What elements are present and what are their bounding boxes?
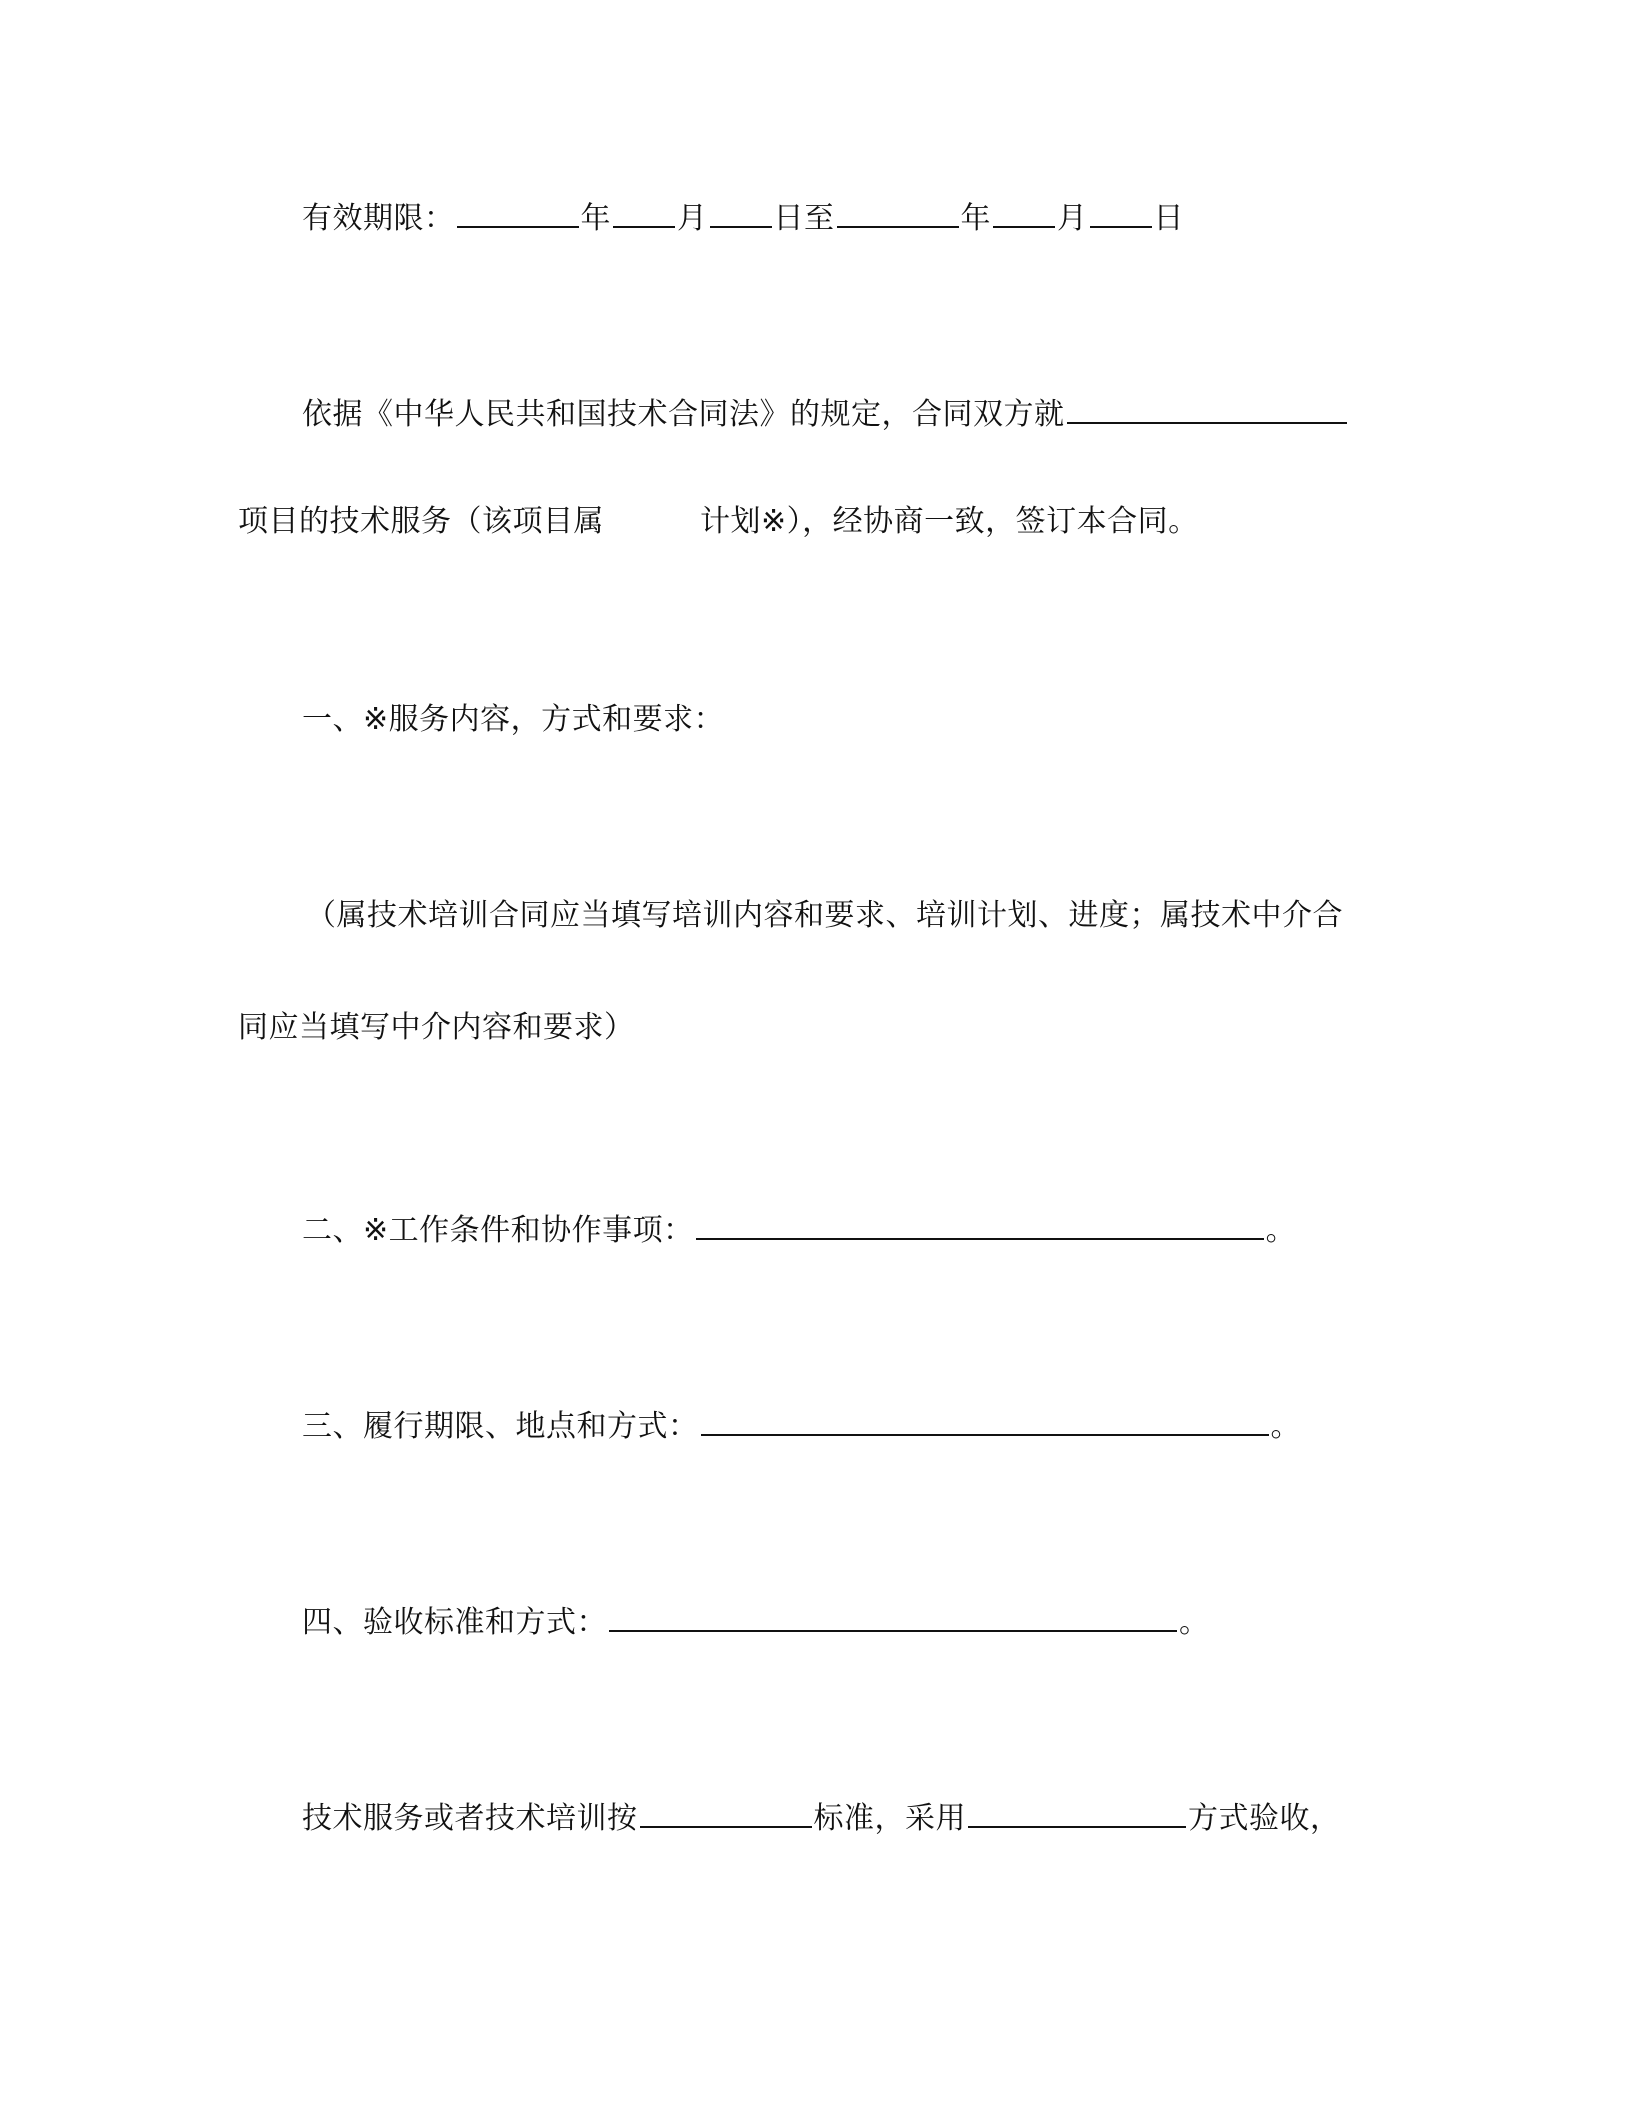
work-conditions-blank[interactable] (696, 1206, 1264, 1240)
section4-title-text: 四、验收标准和方式： (302, 1605, 607, 1640)
section2-title-text: 二、※工作条件和协作事项： (302, 1213, 694, 1248)
end-year-blank[interactable] (837, 194, 959, 228)
validity-line (302, 194, 1184, 239)
start-month-blank[interactable] (613, 194, 675, 228)
acceptance-line (302, 1794, 1341, 1839)
end-day-blank[interactable] (1090, 194, 1152, 228)
section1-title (302, 700, 724, 740)
start-month-unit: 月 (677, 201, 708, 236)
start-year-blank[interactable] (457, 194, 579, 228)
validity-label: 有效期限： (302, 201, 455, 236)
end-month-unit: 月 (1057, 201, 1088, 236)
start-day-unit: 日至 (773, 201, 835, 236)
acceptance-standard-blank[interactable] (609, 1598, 1177, 1632)
section3-title-text: 三、履行期限、地点和方式： (302, 1409, 699, 1444)
section3-line (302, 1402, 1301, 1447)
section3-end: 。 (1270, 1409, 1301, 1444)
section2-end: 。 (1265, 1213, 1297, 1248)
start-year-unit: 年 (580, 201, 611, 236)
basis-text-1: 依据《中华人民共和国技术合同法》的规定，合同双方就 (302, 397, 1065, 432)
acceptance-text-2: 标准，采用 (813, 1801, 966, 1836)
basis-line-2 (238, 502, 1199, 542)
end-day-unit: 日 (1153, 201, 1184, 236)
acceptance-text-1: 技术服务或者技术培训按 (302, 1801, 638, 1836)
section1-title-text: 一、※服务内容，方式和要求： (302, 702, 725, 737)
method-blank[interactable] (968, 1794, 1186, 1828)
end-year-unit: 年 (960, 201, 991, 236)
section1-note-text-2: 同应当填写中介内容和要求） (238, 1010, 635, 1045)
project-name-blank[interactable] (1067, 390, 1347, 424)
performance-terms-blank[interactable] (701, 1402, 1269, 1436)
basis-text-2b: 计划※），经协商一致，签订本合同。 (700, 504, 1199, 539)
standard-blank[interactable] (640, 1794, 812, 1828)
section1-note-line-2 (238, 1008, 635, 1048)
acceptance-text-3: 方式验收， (1188, 1801, 1341, 1836)
end-month-blank[interactable] (993, 194, 1055, 228)
section1-note-line-1 (306, 896, 1343, 936)
start-day-blank[interactable] (710, 194, 772, 228)
basis-line-1 (302, 390, 1349, 435)
section4-line (302, 1598, 1210, 1643)
section1-note-text-1: （属技术培训合同应当填写培训内容和要求、培训计划、进度；属技术中介合 (306, 898, 1343, 933)
basis-text-2a: 项目的技术服务（该项目属 (238, 504, 604, 539)
section2-line (302, 1206, 1296, 1251)
section4-end: 。 (1179, 1605, 1210, 1640)
